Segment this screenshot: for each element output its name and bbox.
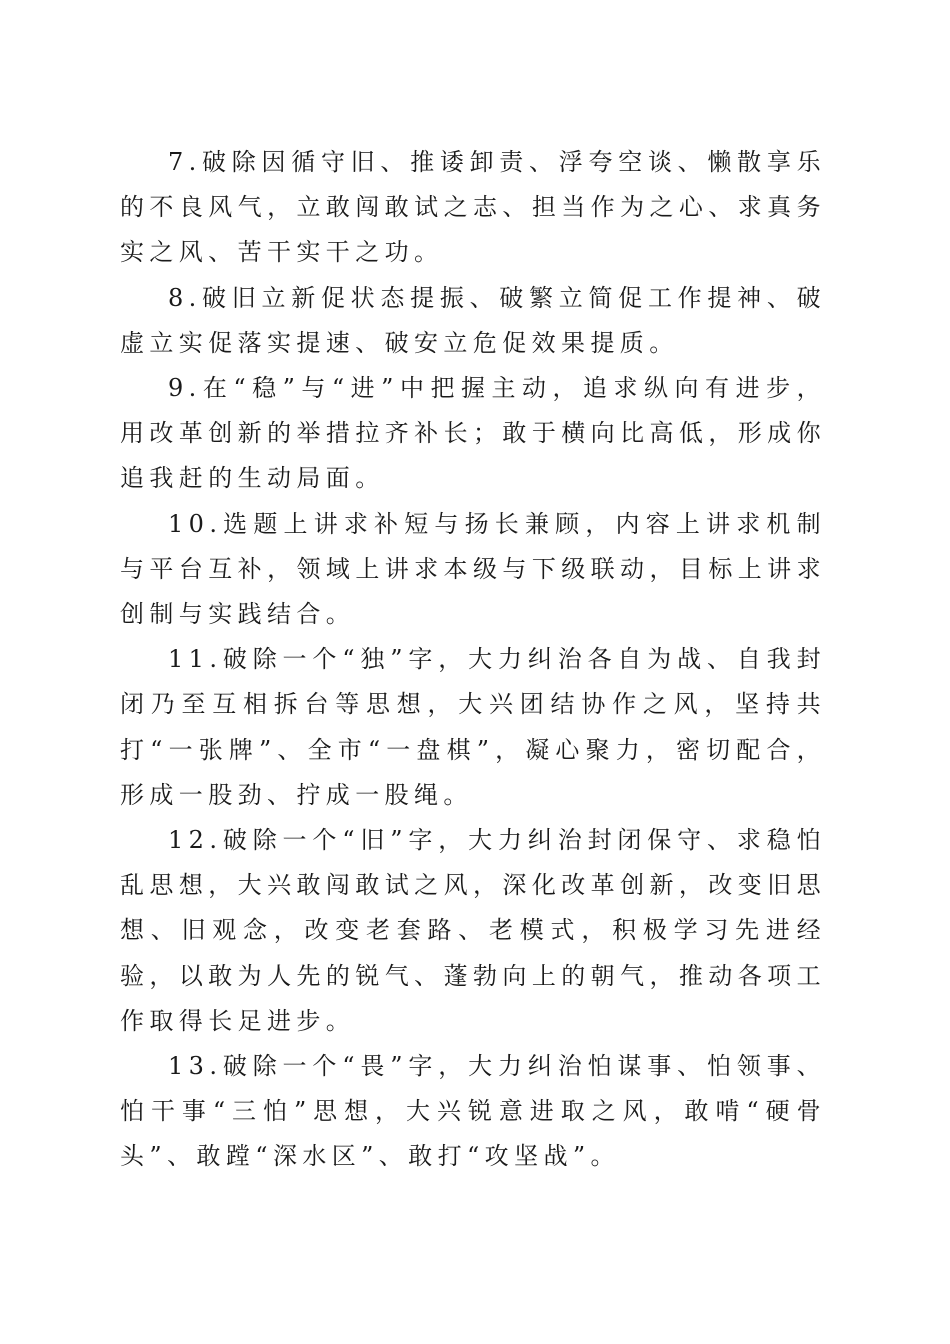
paragraph-13 (120, 1044, 826, 1180)
paragraph-7 (120, 140, 826, 276)
paragraph-text: 破旧立新促状态提振、破繁立简促工作提神、破虚立实促落实提速、破安立危促效果提质。 (120, 283, 826, 357)
paragraph-number: 12. (168, 826, 223, 855)
paragraph-number: 10. (168, 509, 223, 538)
paragraph-10 (120, 502, 826, 638)
paragraph-number: 11. (168, 645, 223, 674)
paragraph-number: 8. (168, 283, 202, 312)
paragraph-number: 9. (168, 374, 202, 403)
paragraph-number: 13. (168, 1052, 223, 1081)
paragraph-text: 破除因循守旧、推诿卸责、浮夸空谈、懒散享乐的不良风气，立敢闯敢试之志、担当作为之心、求真务实之风、苦干实干之功。 (120, 148, 826, 267)
document-page (120, 140, 826, 1180)
paragraph-8 (120, 276, 826, 366)
paragraph-text: 在“稳”与“进”中把握主动，追求纵向有进步，用改革创新的举措拉齐补长；敢于横向比高低，形成你追我赶的生动局面。 (120, 374, 826, 493)
paragraph-text: 破除一个“旧”字，大力纠治封闭保守、求稳怕乱思想，大兴敢闯敢试之风，深化改革创新，改变旧思想、旧观念，改变老套路、老模式，积极学习先进经验，以敢为人先的锐气、蓬勃向上的朝气，推动各项工作取得长足进步。 (120, 826, 826, 1035)
paragraph-text: 破除一个“畏”字，大力纠治怕谋事、怕领事、怕干事“三怕”思想，大兴锐意进取之风，敢啃“硬骨头”、敢蹚“深水区”、敢打“攻坚战”。 (120, 1052, 826, 1171)
paragraph-text: 选题上讲求补短与扬长兼顾，内容上讲求机制与平台互补，领域上讲求本级与下级联动，目标上讲求创制与实践结合。 (120, 509, 826, 629)
paragraph-text: 破除一个“独”字，大力纠治各自为战、自我封闭乃至互相拆台等思想，大兴团结协作之风，坚持共打“一张牌”、全市“一盘棋”，凝心聚力，密切配合，形成一股劲、拧成一股绳。 (120, 645, 826, 809)
paragraph-9 (120, 366, 826, 502)
paragraph-11 (120, 637, 826, 818)
paragraph-number: 7. (168, 148, 202, 176)
paragraph-12 (120, 818, 826, 1044)
